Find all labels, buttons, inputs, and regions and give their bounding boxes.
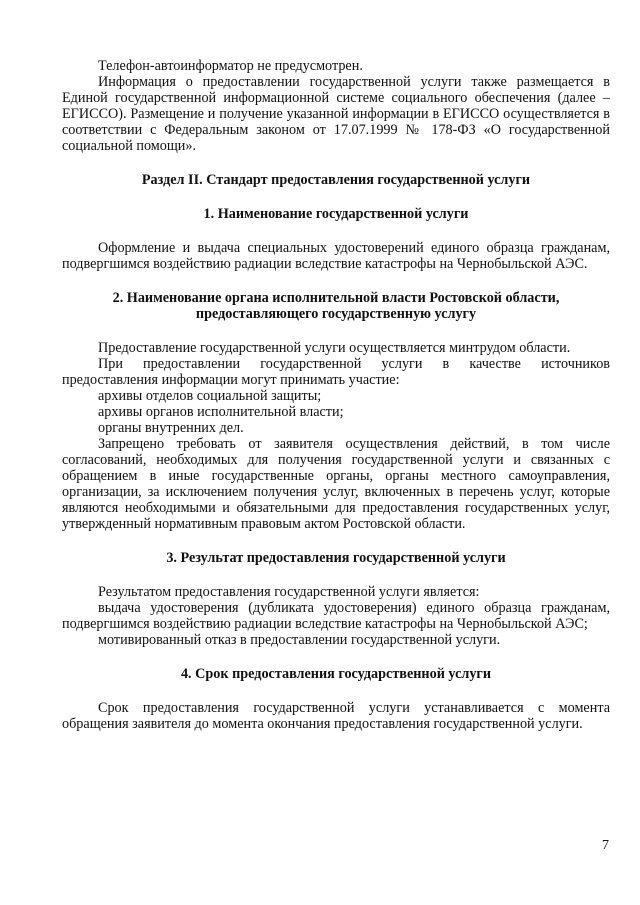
list-item: архивы отделов социальной защиты;: [98, 388, 322, 404]
section-heading: Раздел II. Стандарт предоставления государственной услуги: [141, 172, 531, 188]
list-item: архивы органов исполнительной власти;: [98, 404, 344, 420]
paragraph-autoinformer: Телефон-автоинформатор не предусмотрен.: [98, 58, 363, 74]
document-page: [62, 58, 610, 732]
paragraph-result-intro: Результатом предоставления государственной услуги является:: [98, 584, 480, 600]
heading-authority-line-1: 2. Наименование органа исполнительной власти Ростовской области,: [112, 290, 560, 306]
heading-result: 3. Результат предоставления государственной услуги: [166, 550, 506, 566]
paragraph-provider: Предоставление государственной услуги осуществляется минтрудом области.: [98, 340, 571, 356]
paragraph-sources: При предоставлении государственной услуги в качестве источников предоставления информации могут принимать участие:: [62, 356, 610, 388]
paragraph-term: Срок предоставления государственной услуги устанавливается с момента обращения заявителя до момента окончания предоставления государственной услуги.: [62, 700, 610, 732]
list-item: органы внутренних дел.: [98, 420, 244, 436]
paragraph-prohibition: Запрещено требовать от заявителя осуществления действий, в том числе согласований, необходимых для получения государственной услуги и связанных с обращением в иные государственные органы, органы местного самоуправления, организации, за исключением получения услуг, включенных в перечень услуг, которые являются необходимыми и обязательными для предоставления государственных услуг, утвержденный нормативным правовым актом Ростовской области.: [62, 436, 610, 532]
heading-authority-line-2: предоставляющего государственную услугу: [195, 306, 477, 322]
paragraph-result-issue: выдача удостоверения (дубликата удостоверения) единого образца гражданам, подвергшимся воздействию радиации вследствие катастрофы на Чернобыльской АЭС;: [62, 600, 610, 632]
heading-term: 4. Срок предоставления государственной услуги: [180, 666, 492, 682]
page-number: 7: [602, 838, 609, 853]
paragraph-egisso: Информация о предоставлении государственной услуги также размещается в Единой государственной информационной системе социального обеспечения (далее – ЕГИССО). Размещение и получение указанной информации в ЕГИССО осуществляется в соответствии с Федеральным законом от 17.07.1999 № 178-ФЗ «О государственной социальной помощи».: [62, 74, 610, 154]
paragraph-result-refusal: мотивированный отказ в предоставлении государственной услуги.: [98, 632, 501, 648]
heading-service-name: 1. Наименование государственной услуги: [203, 206, 469, 222]
paragraph-service-name: Оформление и выдача специальных удостоверений единого образца гражданам, подвергшимся воздействию радиации вследствие катастрофы на Чернобыльской АЭС.: [62, 240, 610, 272]
heading-authority: [62, 290, 610, 322]
